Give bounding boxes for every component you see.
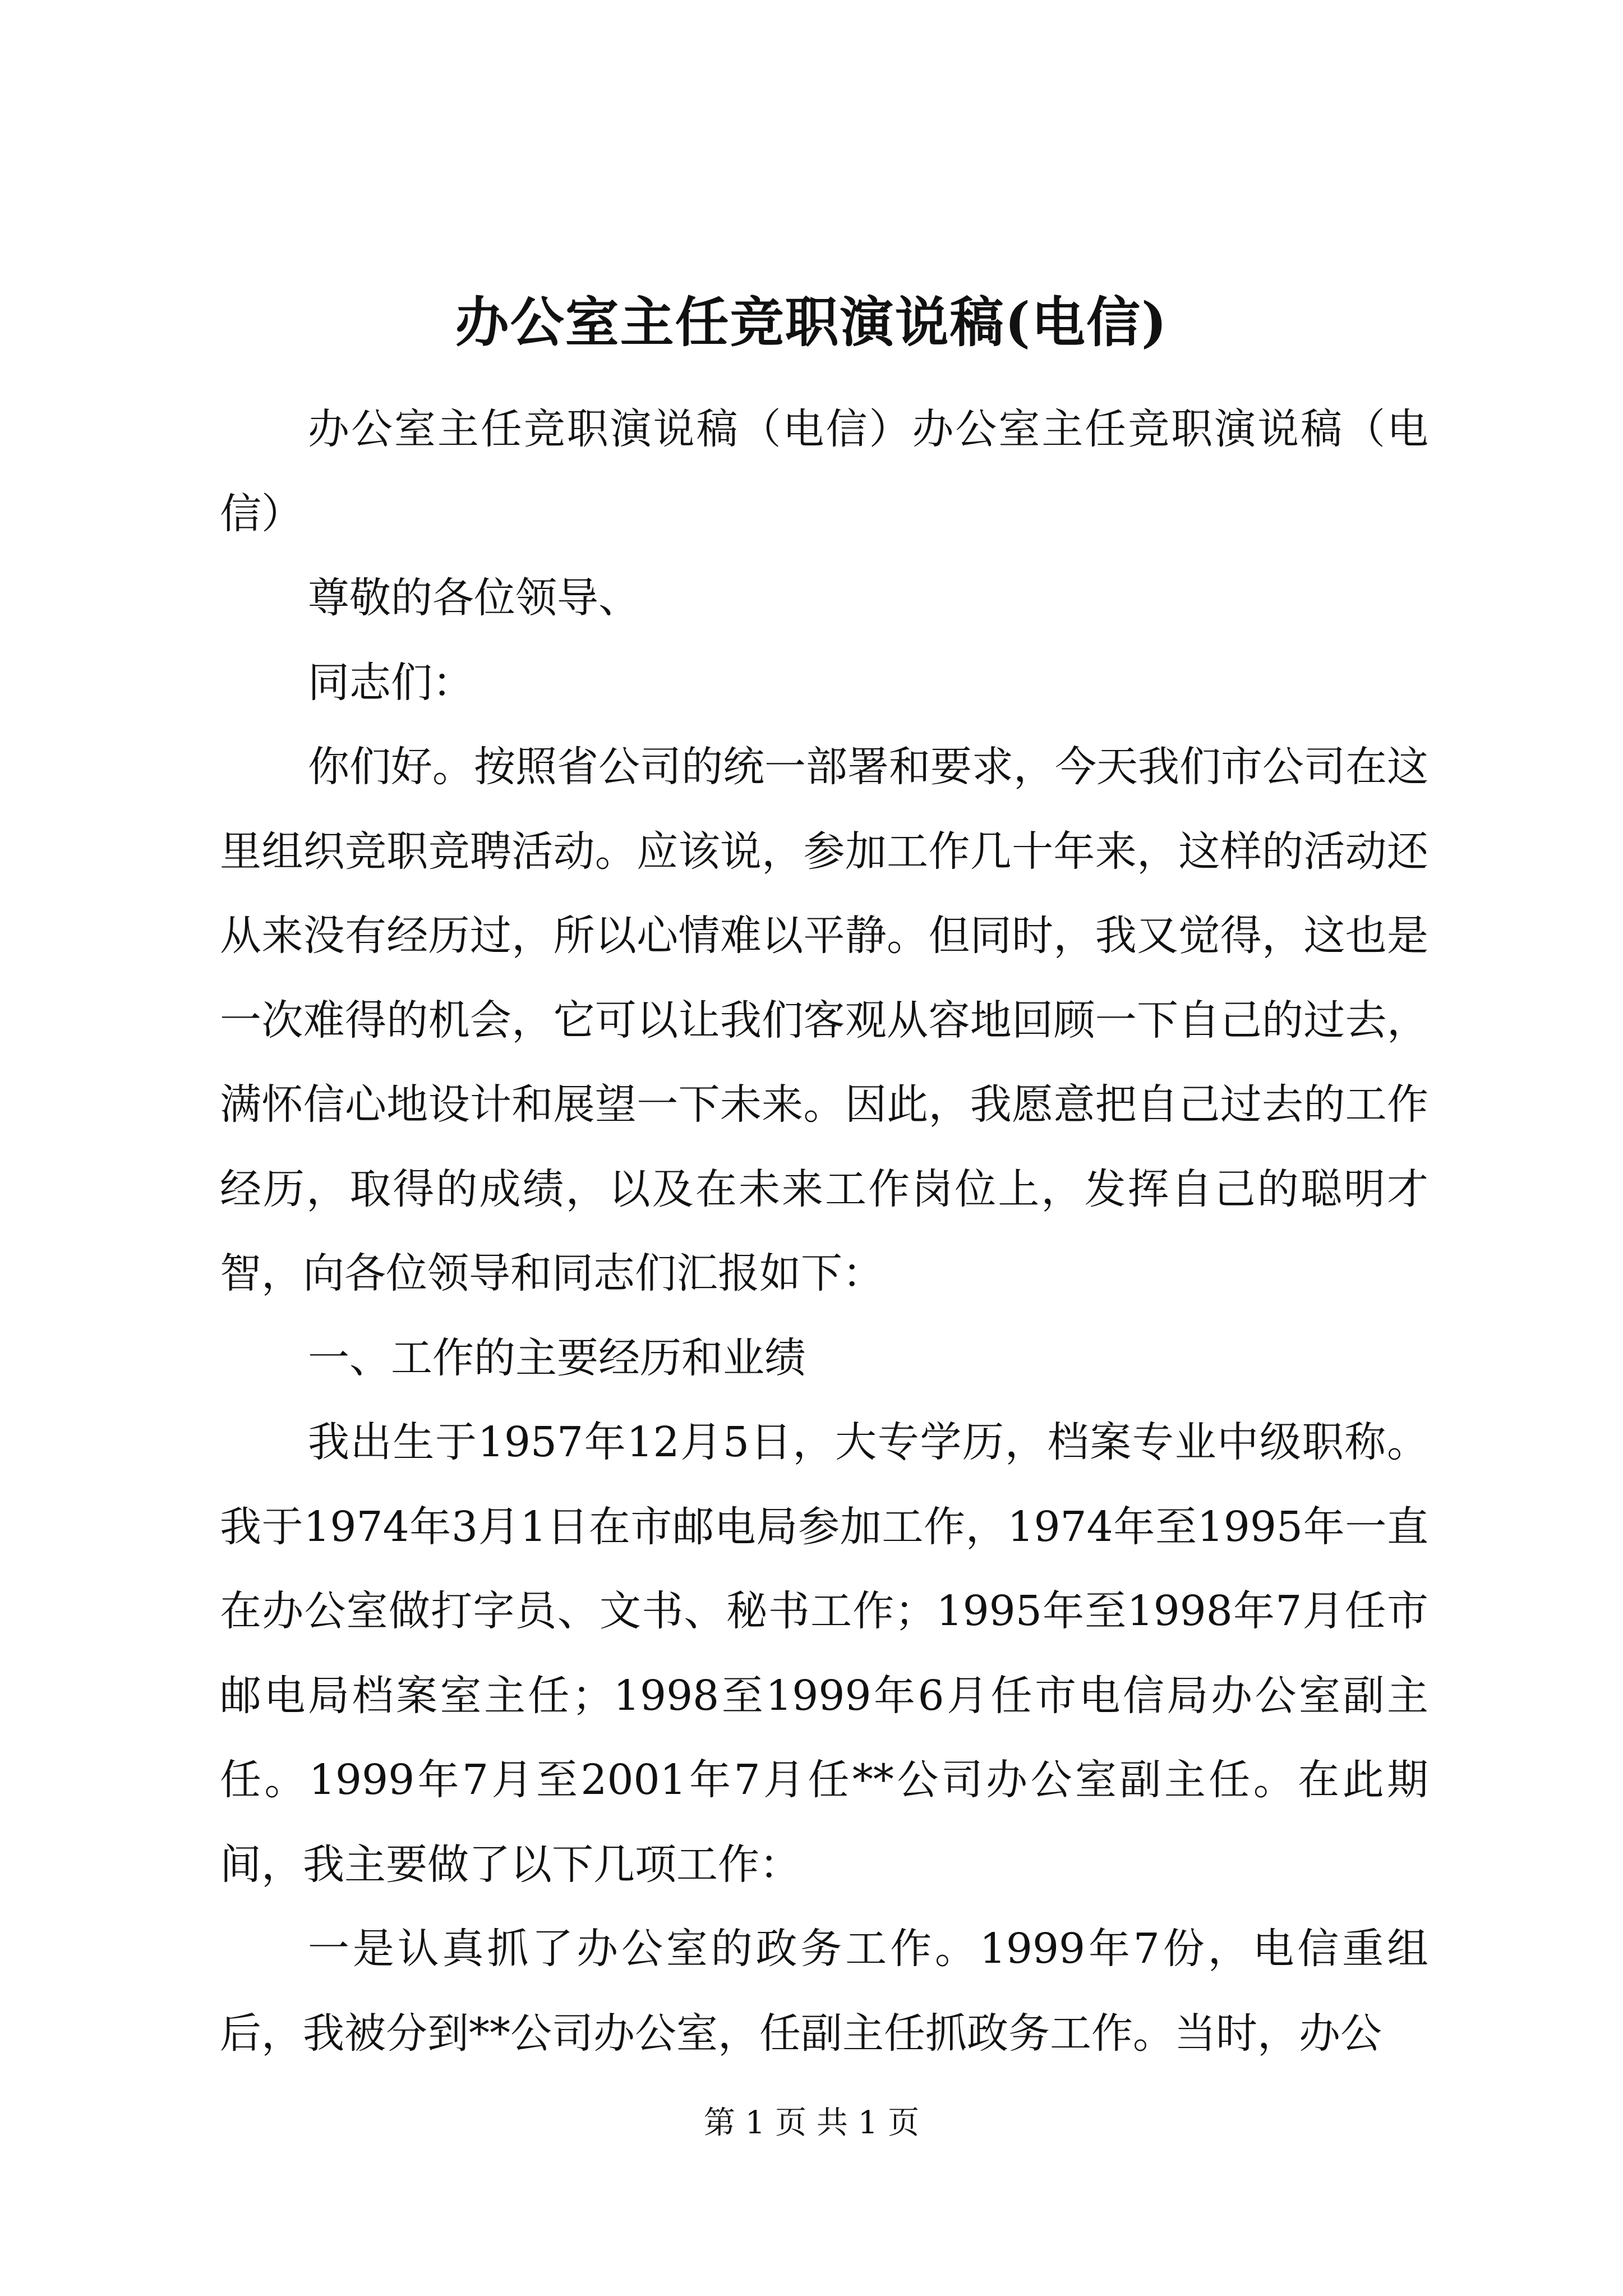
paragraph-first-task: 一是认真抓了办公室的政务工作。1999年7份，电信重组后，我被分到**公司办公室，任副主任抓政务工作。当时，办公 bbox=[220, 1925, 1428, 2058]
page-footer: 第 1 页 共 1 页 bbox=[703, 2105, 920, 2141]
paragraph-biography: 我出生于1957年12月5日，大专学历，档案专业中级职称。我于1974年3月1日在市邮电局参加工作，1974年至1995年一直在办公室做打字员、文书、秘书工作；1995年至1998年7月任市邮电局档案室主任；1998至1999年6月任市电信局办公室副主任。1999年7月至2001年7月任**公司办公室副主任。在此期间，我主要做了以下几项工作： bbox=[220, 1418, 1428, 1889]
paragraph-opening: 你们好。按照省公司的统一部署和要求，今天我们市公司在这里组织竞职竞聘活动。应该说，参加工作几十年来，这样的活动还从来没有经历过，所以心情难以平静。但同时，我又觉得，这也是一次难得的机会，它可以让我们客观从容地回顾一下自己的过去，满怀信心地设计和展望一下未来。因此，我愿意把自己过去的工作经历，取得的成绩，以及在未来工作岗位上，发挥自己的聪明才智，向各位领导和同志们汇报如下： bbox=[220, 743, 1428, 1297]
paragraph-heading-repeat: 办公室主任竞职演说稿（电信）办公室主任竞职演说稿（电信） bbox=[220, 405, 1428, 538]
paragraph-comrades: 同志们： bbox=[308, 658, 474, 707]
paragraph-salutation: 尊敬的各位领导、 bbox=[308, 574, 640, 622]
document-body bbox=[220, 387, 1428, 2076]
section-heading-experience: 一、工作的主要经历和业绩 bbox=[308, 1333, 806, 1382]
document-title: 办公室主任竞职演说稿(电信) bbox=[455, 291, 1168, 354]
